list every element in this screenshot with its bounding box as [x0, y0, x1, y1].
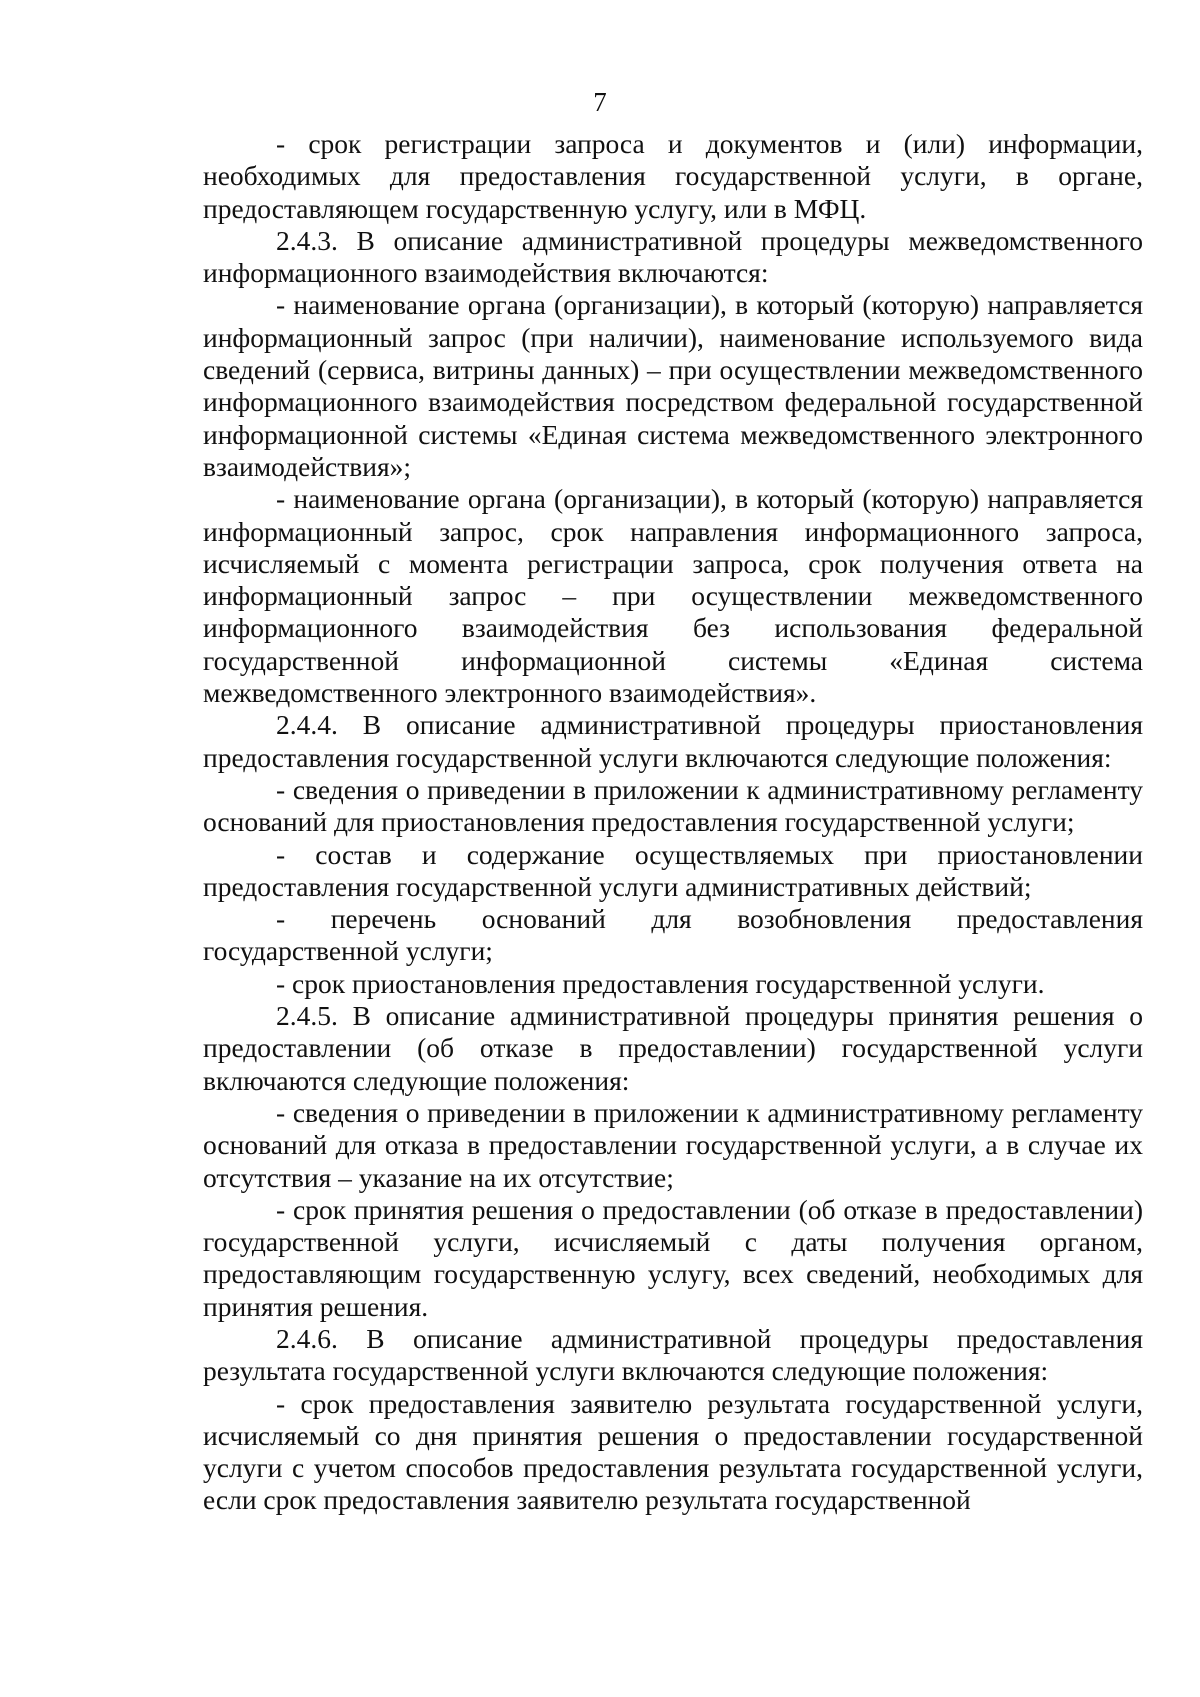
paragraph: - сведения о приведении в приложении к административному регламенту оснований для приостановления предоставления государственной услуги; — [203, 773, 1143, 838]
paragraph: - перечень оснований для возобновления предоставления государственной услуги; — [203, 903, 1143, 967]
paragraph: - состав и содержание осуществляемых при приостановлении предоставления государственной услуги административных действий; — [203, 838, 1143, 902]
paragraph: - сведения о приведении в приложении к административному регламенту оснований для отказа в предоставлении государственной услуги, а в случае их отсутствия – указание на их отсутствие; — [203, 1096, 1143, 1193]
document-body — [203, 128, 1143, 1517]
section-2-4-5-heading: 2.4.5. В описание административной процедуры принятия решения о предоставлении (об отказе в предоставлении) государственной услуги включаются следующие положения: — [203, 1000, 1143, 1096]
section-2-4-3-heading: 2.4.3. В описание административной процедуры межведомственного информационного взаимодействия включаются: — [203, 224, 1143, 289]
paragraph: - срок приостановления предоставления государственной услуги. — [276, 967, 1045, 999]
paragraph: - срок регистрации запроса и документов и (или) информации, необходимых для предоставления государственной услуги, в органе, предоставляющем государственную услугу, или в МФЦ. — [203, 128, 1143, 224]
page-number: 7 — [593, 87, 607, 117]
paragraph: - срок предоставления заявителю результата государственной услуги, исчисляемый со дня принятия решения о предоставлении государственной услуги с учетом способов предоставления результата государственной услуги, если срок предоставления заявителю результата государственной — [203, 1387, 1143, 1516]
section-2-4-4-heading: 2.4.4. В описание административной процедуры приостановления предоставления государственной услуги включаются следующие положения: — [203, 709, 1143, 773]
paragraph: - наименование органа (организации), в который (которую) направляется информационный запрос, срок направления информационного запроса, исчисляемый с момента регистрации запроса, срок получения ответа на информационный запрос – при осуществлении межведомственного информационного взаимодействия без использования федеральной государственной информационной системы «Единая система межведомственного электронного взаимодействия». — [203, 483, 1143, 709]
section-2-4-6-heading: 2.4.6. В описание административной процедуры предоставления результата государственной услуги включаются следующие положения: — [203, 1322, 1143, 1387]
paragraph: - наименование органа (организации), в который (которую) направляется информационный запрос (при наличии), наименование используемого вида сведений (сервиса, витрины данных) – при осуществлении межведомственного информационного взаимодействия посредством федеральной государственной информационной системы «Единая система межведомственного электронного взаимодействия»; — [203, 289, 1143, 482]
paragraph: - срок принятия решения о предоставлении (об отказе в предоставлении) государственной услуги, исчисляемый с даты получения органом, предоставляющим государственную услугу, всех сведений, необходимых для принятия решения. — [203, 1193, 1143, 1322]
